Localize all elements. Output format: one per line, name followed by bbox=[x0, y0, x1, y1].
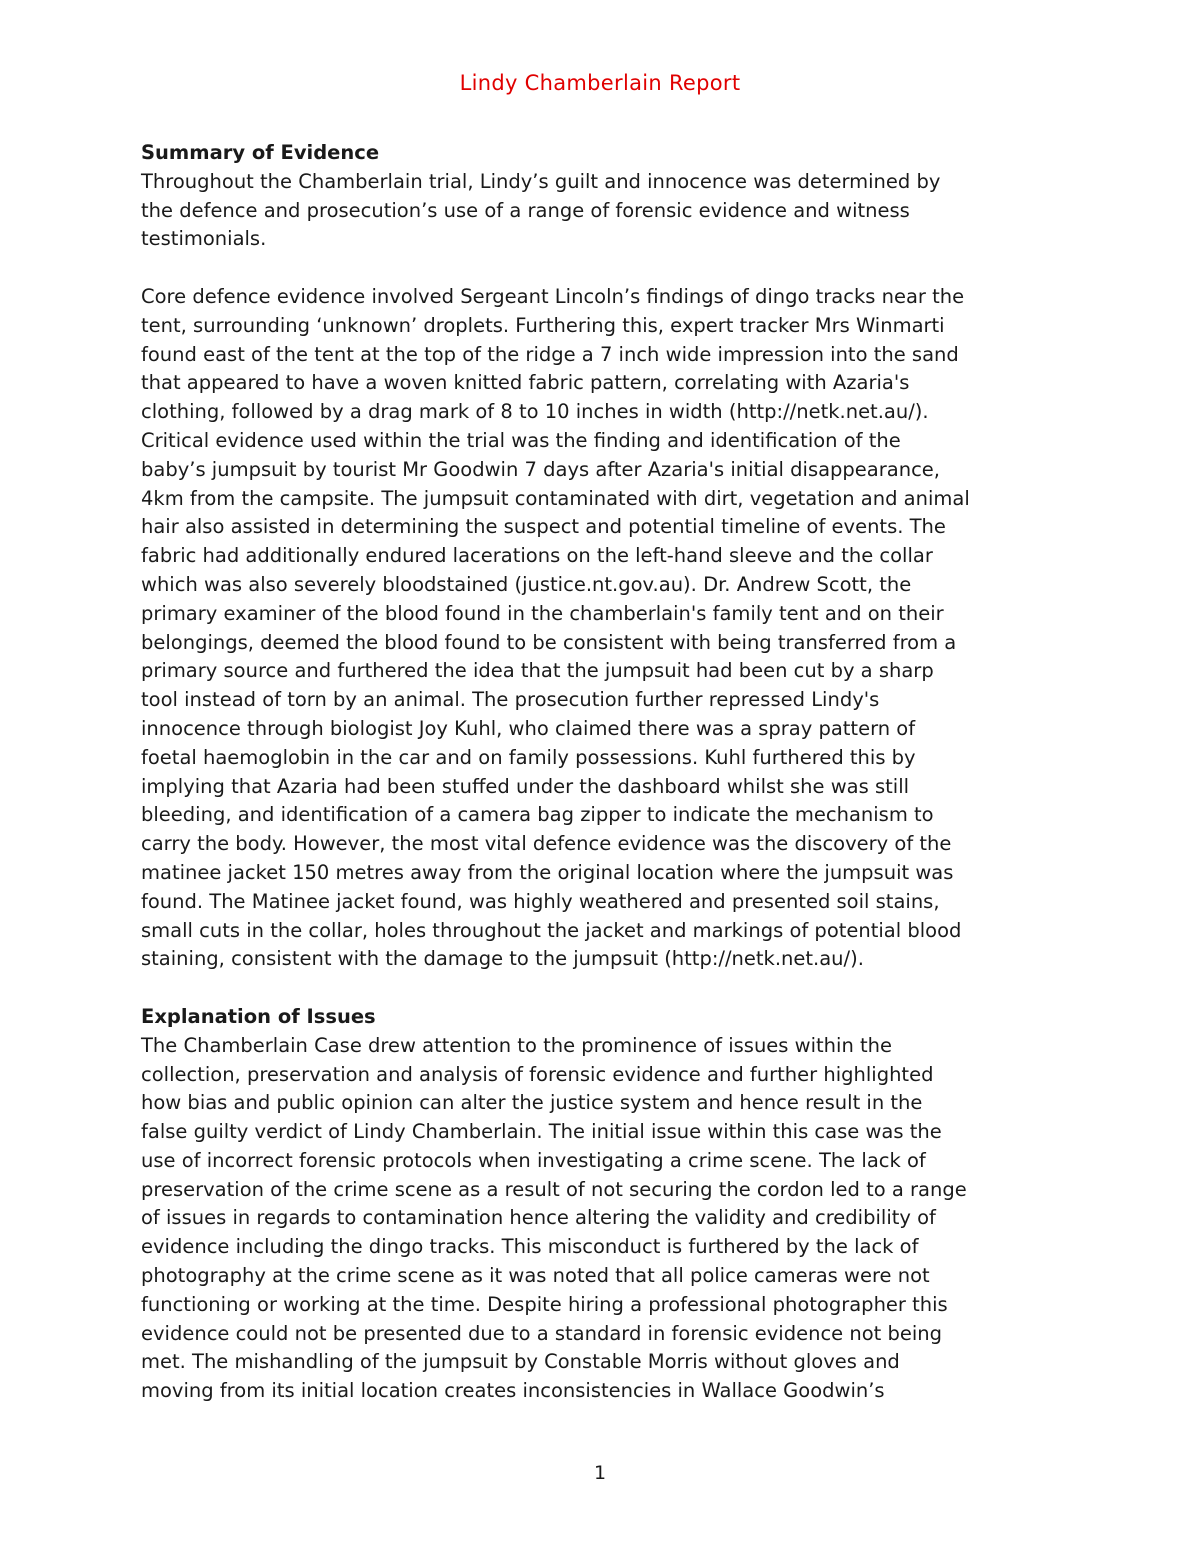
section bbox=[141, 139, 1071, 974]
text-line: staining, consistent with the damage to the jumpsuit (http://netk.net.au/). bbox=[141, 947, 864, 971]
text-line: hair also assisted in determining the suspect and potential timeline of events. The bbox=[141, 515, 946, 539]
section-heading: Explanation of Issues bbox=[141, 1004, 376, 1028]
text-line: bleeding, and identification of a camera bag zipper to indicate the mechanism to bbox=[141, 803, 934, 827]
text-line: which was also severely bloodstained (justice.nt.gov.au). Dr. Andrew Scott, the bbox=[141, 572, 912, 596]
paragraph bbox=[141, 168, 1071, 254]
text-line: carry the body. However, the most vital defence evidence was the discovery of the bbox=[141, 832, 952, 856]
section-heading: Summary of Evidence bbox=[141, 141, 380, 164]
text-line: preservation of the crime scene as a result of not securing the cordon led to a range bbox=[141, 1177, 967, 1201]
text-line: evidence could not be presented due to a standard in forensic evidence not being bbox=[141, 1321, 943, 1345]
text-line: found east of the tent at the top of the ridge a 7 inch wide impression into the sand bbox=[141, 342, 959, 366]
text-line: The Chamberlain Case drew attention to the prominence of issues within the bbox=[141, 1033, 893, 1057]
text-line: collection, preservation and analysis of forensic evidence and further highlighted bbox=[141, 1062, 934, 1086]
document-body bbox=[141, 139, 1071, 1406]
text-line: clothing, followed by a drag mark of 8 to 10 inches in width (http://netk.net.au/). bbox=[141, 400, 929, 424]
text-line: evidence including the dingo tracks. This misconduct is furthered by the lack of bbox=[141, 1235, 919, 1259]
text-line: testimonials. bbox=[141, 227, 267, 251]
page-number: 1 bbox=[593, 1462, 607, 1484]
text-line: how bias and public opinion can alter the justice system and hence result in the bbox=[141, 1091, 923, 1115]
text-line: 4km from the campsite. The jumpsuit contaminated with dirt, vegetation and animal bbox=[141, 486, 970, 510]
text-line: of issues in regards to contamination hence altering the validity and credibility of bbox=[141, 1206, 936, 1230]
text-line: Throughout the Chamberlain trial, Lindy’s guilt and innocence was determined by bbox=[141, 169, 941, 193]
section bbox=[141, 1003, 1071, 1406]
text-line: that appeared to have a woven knitted fabric pattern, correlating with Azaria's bbox=[141, 371, 910, 395]
text-line: fabric had additionally endured lacerations on the left-hand sleeve and the collar bbox=[141, 544, 933, 568]
text-line: matinee jacket 150 metres away from the original location where the jumpsuit was bbox=[141, 860, 954, 884]
text-line: false guilty verdict of Lindy Chamberlain. The initial issue within this case was the bbox=[141, 1120, 942, 1144]
text-line: innocence through biologist Joy Kuhl, who claimed there was a spray pattern of bbox=[141, 716, 916, 740]
text-line: baby’s jumpsuit by tourist Mr Goodwin 7 days after Azaria's initial disappearance, bbox=[141, 457, 940, 481]
text-line: met. The mishandling of the jumpsuit by Constable Morris without gloves and bbox=[141, 1350, 900, 1374]
text-line: Critical evidence used within the trial was the finding and identification of the bbox=[141, 428, 901, 452]
text-line: found. The Matinee jacket found, was highly weathered and presented soil stains, bbox=[141, 889, 940, 913]
text-line: tent, surrounding ‘unknown’ droplets. Furthering this, expert tracker Mrs Winmarti bbox=[141, 313, 945, 337]
text-line: primary examiner of the blood found in the chamberlain's family tent and on their bbox=[141, 601, 944, 625]
paragraph-spacer bbox=[141, 254, 1071, 283]
paragraph bbox=[141, 283, 1071, 974]
text-line: Core defence evidence involved Sergeant Lincoln’s findings of dingo tracks near the bbox=[141, 284, 965, 308]
text-line: the defence and prosecution’s use of a range of forensic evidence and witness bbox=[141, 198, 910, 222]
text-line: belongings, deemed the blood found to be consistent with being transferred from a bbox=[141, 630, 957, 654]
text-line: moving from its initial location creates inconsistencies in Wallace Goodwin’s bbox=[141, 1379, 885, 1403]
text-line: implying that Azaria had been stuffed under the dashboard whilst she was still bbox=[141, 774, 910, 798]
text-line: tool instead of torn by an animal. The prosecution further repressed Lindy's bbox=[141, 688, 880, 712]
document-title: Lindy Chamberlain Report bbox=[459, 71, 741, 95]
text-line: use of incorrect forensic protocols when investigating a crime scene. The lack of bbox=[141, 1148, 926, 1172]
section-spacer bbox=[141, 974, 1071, 1003]
paragraph bbox=[141, 1032, 1071, 1406]
text-line: functioning or working at the time. Despite hiring a professional photographer this bbox=[141, 1292, 948, 1316]
text-line: small cuts in the collar, holes throughout the jacket and markings of potential blood bbox=[141, 918, 962, 942]
text-line: photography at the crime scene as it was noted that all police cameras were not bbox=[141, 1264, 930, 1288]
text-line: foetal haemoglobin in the car and on family possessions. Kuhl furthered this by bbox=[141, 745, 916, 769]
text-line: primary source and furthered the idea that the jumpsuit had been cut by a sharp bbox=[141, 659, 934, 683]
